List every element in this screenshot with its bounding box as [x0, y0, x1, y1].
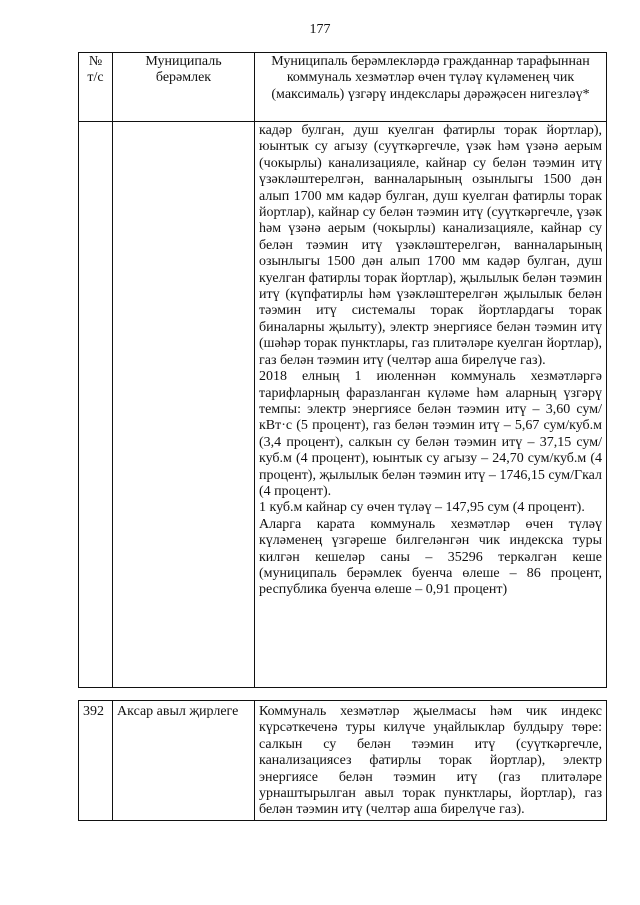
tariff-index-table	[78, 52, 607, 821]
paragraph: Аларга карата коммуналь хезмәтләр өчен түләү күләменең үзгәреше билгеләнгән чик индекска туры килгән кешеләр саны – 35296 теркәлгән кеше (муниципаль берәмлек буенча өлеше – 86 процент, республика буенча өлеше – 0,91 процент)	[259, 516, 602, 598]
cell-municipality-empty	[113, 122, 255, 688]
cell-number: 392	[79, 701, 113, 821]
header-number-text: № т/с	[87, 54, 104, 86]
paragraph: кадәр булган, душ куелган фатирлы торак йортлар), юынтык су агызу (суүткәргечле, үзәк һәм үзәнә аерым (чокырлы) канализацияле, кайнар су белән тәэмин итү үзәкләштерелгән, ванналарының озынлыгы 1500 дән алып 1700 мм кадәр булган, душ куелган фатирлы торак йортлар), кайнар су белән тәэмин итү (суүткәргечле, үзәк һәм үзәнә аерым (чокырлы) канализацияле, кайнар су белән тәэмин итү үзәкләштерелгән, ванналарының озынлыгы 1500 дән алып 1700 мм кадәр булган, душ куелган фатирлы торак йортлар), җылылык белән тәэмин итү (күпфатирлы һәм үзәкләштерелгән җылылык белән тәэмин итү системалы торак йортлардагы торак биналарны җылыту), электр энергиясе белән тәэмин итү (шәһәр торак пунктлары, газ плитәләре куелган йортлар), газ белән тәэмин итү (челтәр аша бирелүче газ).	[259, 123, 603, 368]
table-row-spacer	[79, 688, 607, 701]
cell-municipality: Аксар авыл җирлеге	[113, 701, 255, 821]
cell-basis-continuation	[255, 122, 607, 688]
header-municipality	[113, 53, 255, 122]
paragraph: 1 куб.м кайнар су өчен түләү – 147,95 сум (4 процент).	[259, 500, 585, 516]
table-row	[79, 701, 607, 821]
cell-number-empty	[79, 122, 113, 688]
header-basis-text: Муниципаль берәмлекләрдә гражданнар тарафыннан коммуналь хезмәтләр өчен түләү күләменең чик (максималь) үзгәрү индекслары дәрәҗәсен нигезләү*	[271, 54, 590, 102]
header-basis	[255, 53, 607, 122]
spacer-cell	[255, 688, 607, 701]
table-row-continuation	[79, 122, 607, 688]
table-header-row	[79, 53, 607, 122]
header-number	[79, 53, 113, 122]
page-number: 177	[309, 22, 331, 37]
header-municipality-text: Муниципаль берәмлек	[145, 54, 222, 86]
cell-basis: Коммуналь хезмәтләр җыелмасы һәм чик индекс күрсәткеченә туры килүче уңайлыклар булдыру төре: салкын су белән тәэмин итү (суүткәргечле, канализациясез фатирлы торак йортлар), электр энергиясе белән тәэмин итү (газ плитәләре урнаштырылган авыл торак пунктлары, йортлар), газ белән тәэмин итү (челтәр аша бирелүче газ).	[255, 701, 607, 821]
paragraph: 2018 елның 1 июленнән коммуналь хезмәтләргә тарифларның фаразланган күләме һәм аларның үзгәрү темпы: электр энергиясе белән тәэмин итү – 3,60 сум/кВт·с (5 процент), газ белән тәэмин итү – 5,67 сум/куб.м (3,4 процент), салкын су белән тәэмин итү – 37,15 сум/куб.м (4 процент), юынтык су агызу – 24,70 сум/куб.м (4 процент), җылылык белән тәэмин итү – 1746,15 сум/Гкал (4 процент).	[259, 369, 602, 499]
spacer-cell	[79, 688, 113, 701]
spacer-cell	[113, 688, 255, 701]
